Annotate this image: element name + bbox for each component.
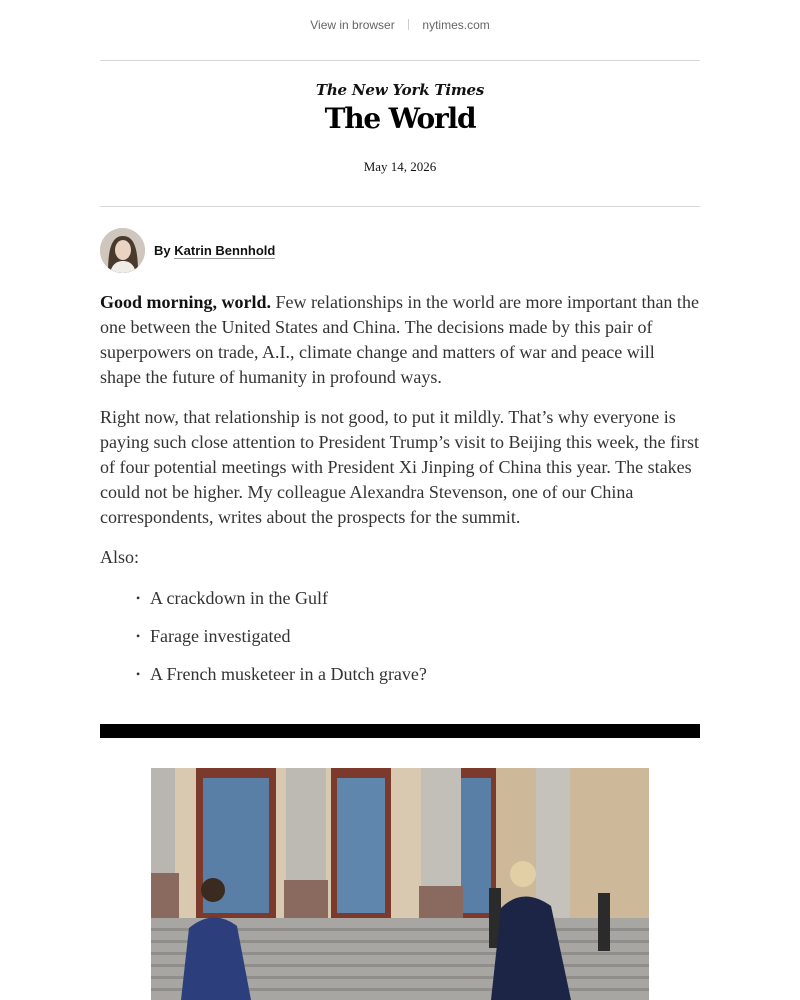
list-item[interactable] [136,662,700,687]
list-item-text: A crackdown in the Gulf [150,588,328,608]
summit-photo[interactable] [151,768,649,1000]
section-divider-bar [100,724,700,738]
bullet-icon: • [136,629,141,643]
author-avatar [100,228,145,273]
list-item-text: Farage investigated [150,626,291,646]
nyt-logo[interactable]: The New York Times [315,81,485,99]
greeting: Good morning, world. [100,292,272,312]
bullet-icon: • [136,591,141,605]
top-links-bar [0,17,800,33]
list-item[interactable] [136,586,700,611]
newsletter-title: The World [324,102,476,135]
header-divider [100,60,700,61]
intro-paragraph-1-text: Few relationships in the world are more important than the one between the United States and China. The decisions made by this pair of superpowers on trade, A.I., climate change and matters of war and peace will shape the future of humanity in profound ways. [100,292,699,387]
issue-date: May 14, 2026 [363,159,437,174]
byline-prefix: By [154,242,171,258]
list-item[interactable] [136,624,700,649]
also-label: Also: [100,547,140,567]
view-in-browser-link[interactable]: View in browser [310,18,395,32]
intro-paragraph-2: Right now, that relationship is not good, to put it mildly. That’s why everyone is paying such close attention to President Trump’s visit to Beijing this week, the first of four potential meetings with President Xi Jinping of China this year. The stakes could not be higher. My colleague Alexandra Stevenson, one of our China correspondents, writes about the prospects for the summit. [100,407,699,527]
intro-paragraph-1 [100,290,700,390]
byline-text [154,243,275,258]
list-item-text: A French musketeer in a Dutch grave? [150,664,427,684]
newsletter-body [100,290,700,700]
author-link[interactable]: Katrin Bennhold [174,242,276,258]
nytimes-link[interactable]: nytimes.com [422,18,490,32]
masthead [0,80,800,136]
link-divider [408,19,409,30]
story-list [136,586,700,687]
bullet-icon: • [136,667,141,681]
masthead-divider [100,206,700,207]
byline [100,227,275,273]
